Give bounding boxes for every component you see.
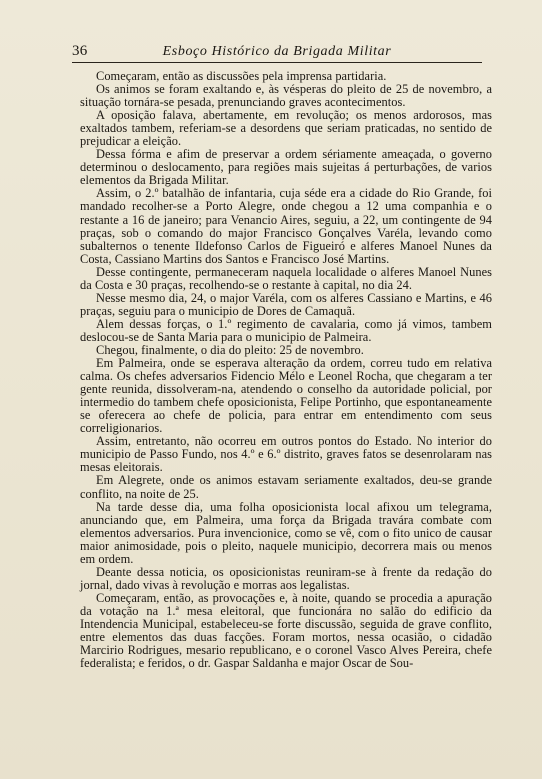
paragraph: Chegou, finalmente, o dia do pleito: 25 de novembro. [96,342,364,357]
paragraph: Em Palmeira, onde se esperava alteração da ordem, correu tudo em relativa calma. Os chefes adversarios Fidencio Mélo e Leonel Rocha, que chegaram a ter gente reunida, dissolveram-na, atendendo o conselho da autoridade policial, por intermedio do tambem chefe oposicionista, Felipe Portinho, que espontaneamente se oferecera ao chefe de policia, para entrar em entendimento com seus correligionarios. [80,356,492,436]
paragraph: Dessa fórma e afim de preservar a ordem sériamente ameaçada, o governo determinou o deslocamento, para regiões mais sujeitas á perturbações, de varios elementos da Brigada Militar. [80,147,492,188]
page-header [72,42,482,63]
paragraph: A oposição falava, abertamente, em revolução; os menos ardorosos, mas exaltados tambem, referiam-se a desordens que seriam praticadas, no sentido de prejudicar a eleição. [80,108,492,149]
paragraph: Começaram, então, as provocações e, à noite, quando se procedia a apuração da votação na 1.ª mesa eleitoral, que funcionára no salão do edificio da Intendencia Municipal, estabeleceu-se forte discussão, seguida de grave conflito, entre elementos das duas facções. Foram mortos, nessa ocasião, o cidadão Marcirio Rodrigues, mesario republicano, e o coronel Vasco Alves Pereira, chefe federalista; e feridos, o dr. Gaspar Saldanha e major Oscar de Sou- [80,590,492,671]
paragraph: Alem dessas forças, o 1.º regimento de cavalaria, como já vimos, tambem deslocou-se de Santa Maria para o municipio de Palmeira. [80,316,492,344]
body-text [80,70,492,670]
paragraph: Assim, o 2.º batalhão de infantaria, cuja séde era a cidade do Rio Grande, foi mandado recolher-se a Porto Alegre, onde chegou a 12 uma companhia e o restante a 16 de janeiro; para Venancio Aires, seguiu, a 22, um contingente de 94 praças, sob o comando do major Francisco Gonçalves Varéla, levando como subalternos o tenente Ildefonso Carlos de Figueiró e alferes Manoel Nunes da Costa, Cassiano Martins dos Santos e Francisco José Martins. [80,186,492,266]
paragraph: Os animos se foram exaltando e, às vésperas do pleito de 25 de novembro, a situação tornára-se pesada, prenunciando graves acontecimentos. [80,82,492,110]
paragraph: Desse contingente, permaneceram naquela localidade o alferes Manoel Nunes da Costa e 30 praças, recolhendo-se o restante à capital, no dia 24. [80,264,492,292]
paragraph: Nesse mesmo dia, 24, o major Varéla, com os alferes Cassiano e Martins, e 46 praças, seguiu para o municipio de Dores de Camaquã. [80,290,492,318]
running-title: Esboço Histórico da Brigada Militar [162,44,392,59]
paragraph: Assim, entretanto, não ocorreu em outros pontos do Estado. No interior do municipio de Passo Fundo, nos 4.º e 6.º distrito, graves fatos se desenrolaram nas mesas eleitorais. [80,434,492,475]
paragraph: Na tarde desse dia, uma folha oposicionista local afixou um telegrama, anunciando que, em Palmeira, uma força da Brigada travára combate com elementos adversarios. Pura invencionice, como se vê, com o fito unico de causar maior animosidade, pois o pleito, naquele municipio, decorrera mais ou menos em ordem. [80,499,492,566]
paragraph: Deante dessa noticia, os oposicionistas reuniram-se à frente da redação do jornal, dado vivas à revolução e morras aos legalistas. [80,564,492,592]
paragraph: Começaram, então as discussões pela imprensa partidaria. [96,69,387,83]
page-number: 36 [72,43,88,59]
paragraph: Em Alegrete, onde os animos estavam seriamente exaltados, deu-se grande conflito, na noite de 25. [80,473,492,501]
